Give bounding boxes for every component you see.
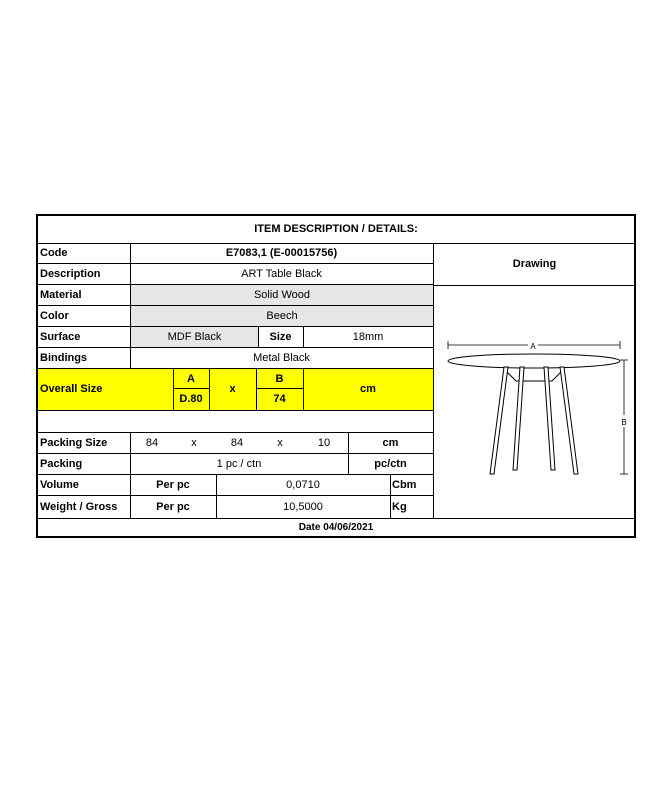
bindings-value: Metal Black [253,352,310,364]
bindings-label: Bindings [40,352,88,364]
row-spacer [38,411,433,433]
sheet-title: ITEM DESCRIPTION / DETAILS: [38,216,634,244]
details-sheet [36,214,636,538]
row-packing [38,454,433,475]
dimension-a [448,339,620,351]
packing-d3: 10 [317,437,331,449]
packing-value: 1 pc / ctn [216,458,262,470]
row-overall-size [38,369,433,411]
footer-date: Date 04/06/2021 [38,518,634,537]
overall-x: x [229,383,236,395]
table-drawing [434,286,635,518]
row-surface [38,327,433,348]
drawing-title: Drawing [434,243,635,286]
color-label: Color [40,310,69,322]
packing-d1: 84 [145,437,159,449]
overall-a-value: D.80 [179,393,203,405]
weight-value: 10,5000 [283,501,323,513]
weight-label: Weight / Gross [40,501,118,513]
row-description [38,264,433,285]
dimension-b [619,360,630,474]
row-packing-size [38,433,433,454]
description-label: Description [40,268,101,280]
volume-label: Volume [40,479,79,491]
volume-per: Per pc [156,479,190,491]
dimension-a-label: A [530,342,536,351]
material-value: Solid Wood [131,285,433,305]
code-label: Code [40,247,68,259]
packing-label: Packing [40,458,83,470]
overall-unit: cm [360,383,376,395]
packing-size-label: Packing Size [40,437,108,449]
packing-d2: 84 [230,437,244,449]
surface-label: Surface [40,331,81,343]
dimension-b-label: B [621,418,627,427]
table-stretcher-shape [504,369,564,381]
volume-value: 0,0710 [286,479,320,491]
drawing-panel [433,243,635,518]
surface-value: MDF Black [131,327,258,347]
code-value: E7083,1 (E-00015756) [225,247,338,259]
material-label: Material [40,289,82,301]
overall-b-value: 74 [273,393,286,405]
row-code [38,243,433,264]
size-value: 18mm [352,331,384,343]
table-top-shape [448,354,620,368]
packing-x2: x [277,437,283,449]
weight-unit: Kg [392,501,407,513]
weight-per: Per pc [156,501,190,513]
table-legs [490,367,578,474]
overall-size-label: Overall Size [40,383,103,395]
overall-b-label: B [256,369,303,389]
volume-unit: Cbm [392,479,417,491]
row-material [38,285,433,306]
packing-size-unit: cm [382,437,399,449]
overall-a-label: A [173,369,209,389]
description-value: ART Table Black [241,268,322,280]
row-bindings [38,348,433,369]
row-color [38,306,433,327]
packing-x1: x [191,437,197,449]
size-label: Size [269,331,292,343]
row-volume [38,475,433,496]
color-value: Beech [131,306,433,326]
row-weight [38,496,433,518]
packing-unit: pc/ctn [374,458,407,470]
